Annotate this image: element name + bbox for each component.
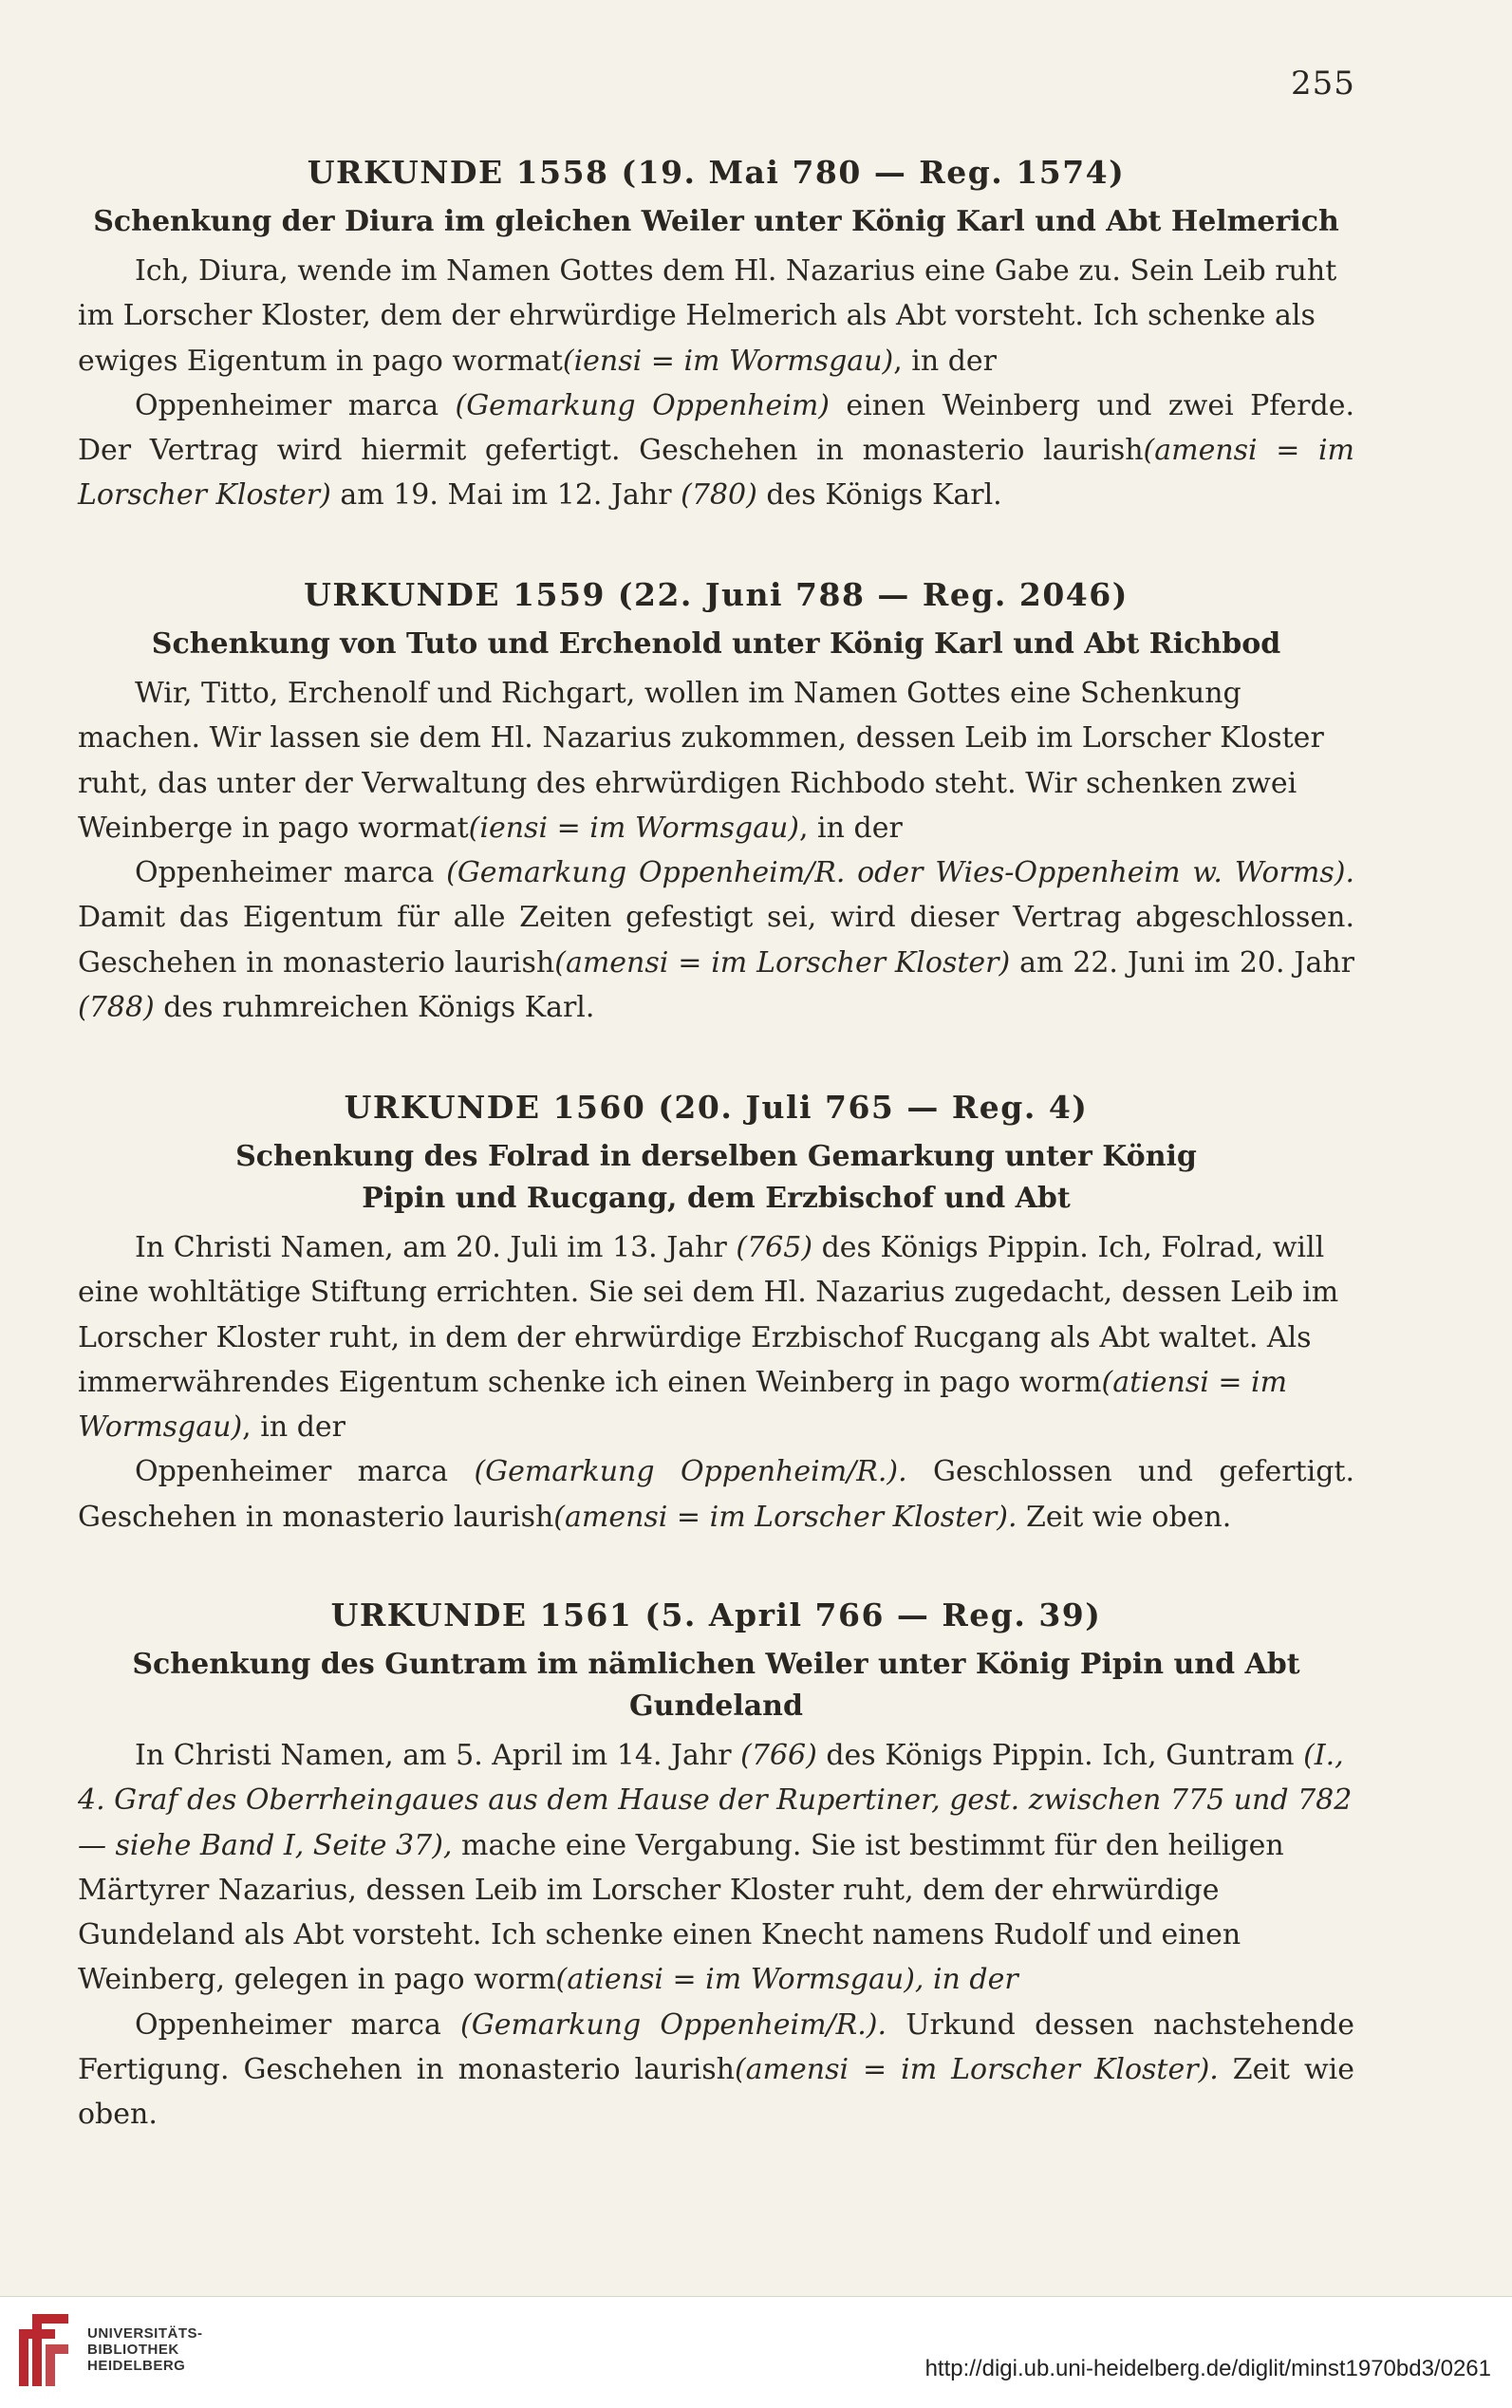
footer-bar: [0, 2296, 1512, 2408]
urkunde-subheading: Schenkung der Diura im gleichen Weiler unter König Karl und Abt Helmerich: [93, 205, 1339, 238]
urkunde-1561: [78, 1595, 1354, 2137]
urkunde-heading: URKUNDE 1561 (5. April 766 — Reg. 39): [330, 1596, 1102, 1633]
urkunde-paragraph: Oppenheimer marca (Gemarkung Oppenheim/R.). Urkund dessen nachstehende Fertigung. Geschehen in monasterio laurish(amensi = im Lorscher Kloster). Zeit wie oben.: [78, 2007, 1354, 2132]
page-number: 255: [1291, 65, 1355, 103]
urkunde-heading: URKUNDE 1558 (19. Mai 780 — Reg. 1574): [307, 154, 1126, 191]
urkunde-paragraph: Wir, Titto, Erchenolf und Richgart, wollen im Namen Gottes eine Schenkung machen. Wir lassen sie dem Hl. Nazarius zukommen, dessen Leib im Lorscher Kloster ruht, das unter der Verwaltung des ehrwürdigen Richbodo steht. Wir schenken zwei Weinberge in pago wormat(iensi = im Wormsgau), in der: [78, 677, 1324, 845]
urkunde-heading: URKUNDE 1559 (22. Juni 788 — Reg. 2046): [304, 576, 1129, 613]
urkunde-subheading: Schenkung von Tuto und Erchenold unter König Karl und Abt Richbod: [151, 627, 1281, 661]
urkunde-heading: URKUNDE 1560 (20. Juli 765 — Reg. 4): [344, 1089, 1089, 1126]
urkunde-subheading: Schenkung des Folrad in derselben Gemarkung unter König Pipin und Rucgang, dem Erzbischof und Abt: [235, 1140, 1197, 1215]
library-logo-icon: [13, 2308, 74, 2392]
urkunde-1560: [78, 1087, 1354, 1540]
library-name: UNIVERSITÄTS- BIBLIOTHEK HEIDELBERG: [87, 2325, 203, 2374]
urkunde-paragraph: Oppenheimer marca (Gemarkung Oppenheim) einen Weinberg und zwei Pferde. Der Vertrag wird hiermit gefertigt. Geschehen in monasterio laurish(amensi = im Lorscher Kloster) am 19. Mai im 12. Jahr (780) des Königs Karl.: [78, 388, 1355, 513]
urkunde-paragraph: In Christi Namen, am 5. April im 14. Jahr (766) des Königs Pippin. Ich, Guntram (I., 4. Graf des Oberrheingaues aus dem Hause der Rupertiner, gest. zwischen 775 und 782 — siehe Band I, Seite 37), mache eine Vergabung. Sie ist bestimmt für den heiligen Märtyrer Nazarius, dessen Leib im Lorscher Kloster ruht, dem der ehrwürdige Gundeland als Abt vorsteht. Ich schenke einen Knecht namens Rudolf und einen Weinberg, gelegen in pago worm(atiensi = im Wormsgau), in der: [78, 1739, 1353, 1997]
urkunde-1559: [78, 574, 1354, 1030]
urkunde-paragraph: Oppenheimer marca (Gemarkung Oppenheim/R.). Geschlossen und gefertigt. Geschehen in monasterio laurish(amensi = im Lorscher Kloster). Zeit wie oben.: [78, 1455, 1354, 1534]
urkunde-paragraph: Ich, Diura, wende im Namen Gottes dem Hl. Nazarius eine Gabe zu. Sein Leib ruht im Lorscher Kloster, dem der ehrwürdige Helmerich als Abt vorsteht. Ich schenke als ewiges Eigentum in pago wormat(iensi = im Wormsgau), in der: [78, 254, 1337, 378]
urkunde-paragraph: In Christi Namen, am 20. Juli im 13. Jahr (765) des Königs Pippin. Ich, Folrad, will eine wohltätige Stiftung errichten. Sie sei dem Hl. Nazarius zugedacht, dessen Leib im Lorscher Kloster ruht, in dem der ehrwürdige Erzbischof Rucgang als Abt waltet. Als immerwährendes Eigentum schenke ich einen Weinberg in pago worm(atiensi = im Wormsgau), in der: [78, 1231, 1339, 1445]
urkunde-subheading: Schenkung des Guntram im nämlichen Weiler unter König Pipin und Abt Gundeland: [132, 1648, 1300, 1723]
urkunde-1558: [78, 152, 1354, 518]
urkunde-paragraph: Oppenheimer marca (Gemarkung Oppenheim/R. oder Wies-Oppenheim w. Worms). Damit das Eigentum für alle Zeiten gefestigt sei, wird dieser Vertrag abgeschlossen. Geschehen in monasterio laurish(amensi = im Lorscher Kloster) am 22. Juni im 20. Jahr (788) des ruhmreichen Königs Karl.: [78, 856, 1354, 1025]
source-url-link[interactable]: http://digi.ub.uni-heidelberg.de/diglit/minst1970bd3/0261: [924, 2356, 1491, 2381]
